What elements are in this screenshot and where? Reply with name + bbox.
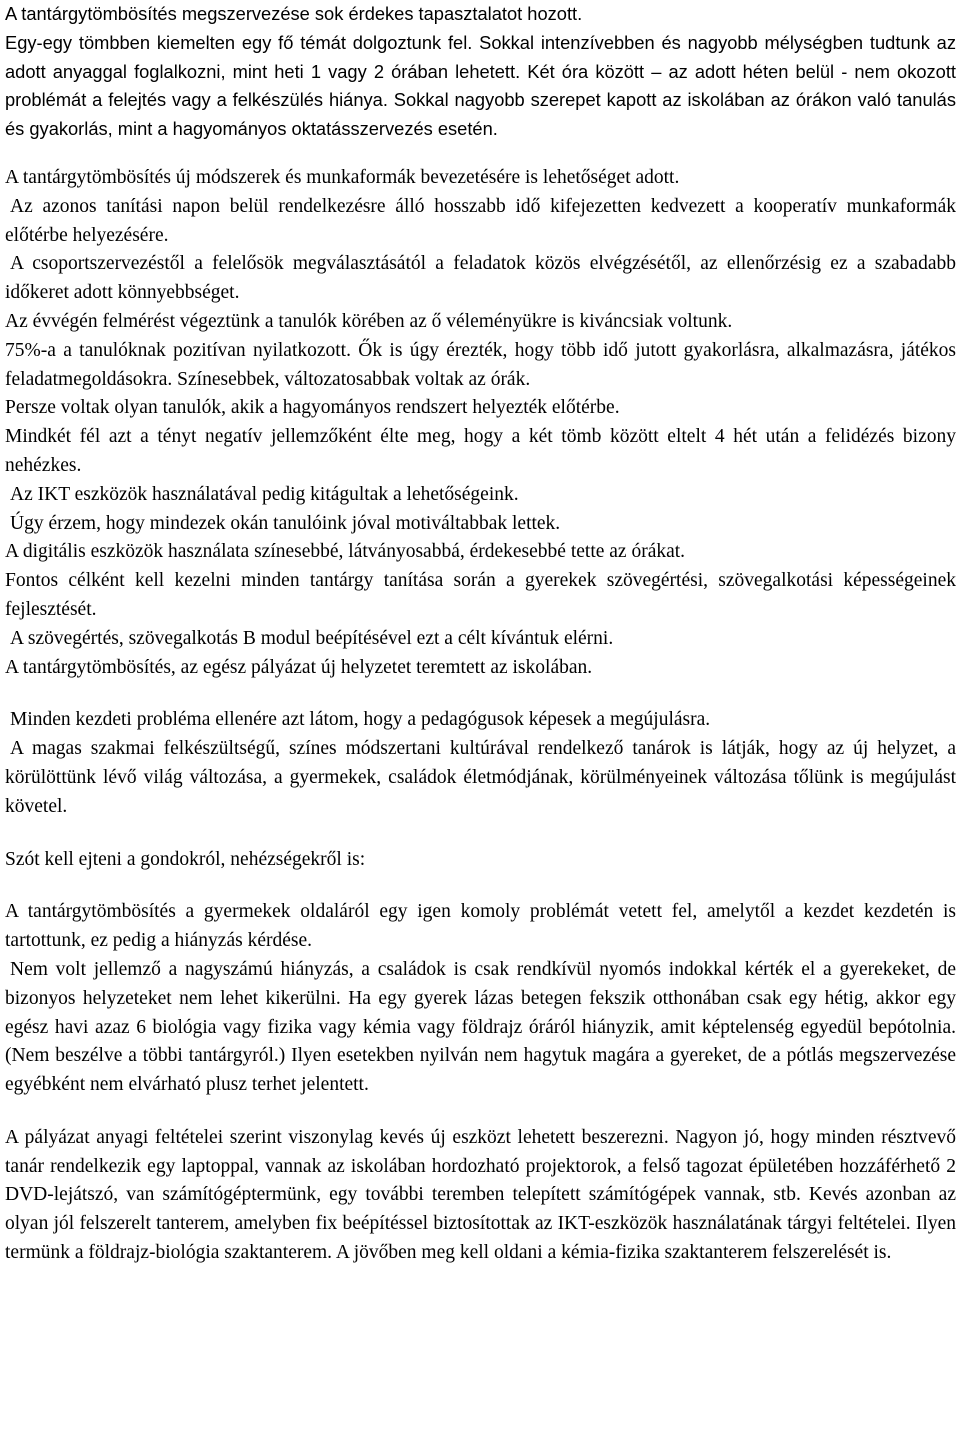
spacer <box>5 822 956 846</box>
paragraph: A tantárgytömbösítés, az egész pályázat új helyzetet teremtett az iskolában. <box>5 656 593 678</box>
paragraph: 75%-a a tanulóknak pozitívan nyilatkozott. Ők is úgy érezték, hogy több idő jutott gyakorlásra, alkalmazásra, játékos feladatmegoldásokra. Színesebbek, változatosabbak voltak az órák. <box>5 339 956 390</box>
paragraph: Egy-egy tömbben kiemelten egy fő témát dolgoztunk fel. Sokkal intenzívebben és nagyobb mélységben tudtunk az adott anyaggal foglalkozni, mint heti 1 vagy 2 órában lehetett. Két óra között – az adott héten belül - nem okozott problémát a felejtés vagy a felkészülés hiánya. Sokkal nagyobb szerepet kapott az iskolában az órákon való tanulás és gyakorlás, mint a hagyományos oktatásszervezés esetén. <box>5 31 956 140</box>
paragraph: Fontos célként kell kezelni minden tantárgy tanítása során a gyerekek szövegértési, szövegalkotási képességeinek fejlesztését. <box>5 570 956 620</box>
paragraph: A pályázat anyagi feltételei szerint viszonylag kevés új eszközt lehetett beszerezni. Nagyon jó, hogy minden résztvevő tanár rendelkezik egy laptoppal, vannak az iskolában hordozható projektorok, a felső tagozat épületében hozzáférhető 2 DVD-lejátszó, van számítógéptermünk, egy további teremben telepített számítógépek vannak, stb. Kevés azonban az olyan jól felszerelt tanterem, amelyben fix beépítéssel biztosítottak az IKT-eszközök használatának tárgyi feltételei. Ilyen termünk a földrajz-biológia szaktanterem. A jövőben meg kell oldani a kémia-fizika szaktanterem felszerelését is. <box>5 1126 956 1264</box>
paragraph: Mindkét fél azt a tényt negatív jellemzőként élte meg, hogy a két tömb között eltelt 4 hét után a felidézés bizony nehézkes. <box>5 426 956 476</box>
renewal-section <box>5 706 956 821</box>
paragraph: A tantárgytömbösítés megszervezése sok érdekes tapasztalatot hozott. <box>5 3 583 24</box>
paragraph: Az évvégén felmérést végeztünk a tanulók körében az ő véleményükre is kiváncsiak voltunk. <box>5 310 733 332</box>
paragraph: A szövegértés, szövegalkotás B modul beépítésével ezt a célt kívántuk elérni. <box>10 627 614 649</box>
intro-section <box>5 0 956 144</box>
paragraph: A csoportszervezéstől a felelősök megválasztásától a feladatok közös elvégzésétől, az ellenőrzésig ez a szabadabb időkeret adott könnyebbséget. <box>5 253 956 304</box>
paragraph: Az azonos tanítási napon belül rendelkezésre álló hosszabb idő kifejezetten kedvezett a kooperatív munkaformák előtérbe helyezésére. <box>5 195 956 246</box>
paragraph: Persze voltak olyan tanulók, akik a hagyományos rendszert helyezték előtérbe. <box>5 397 620 419</box>
spacer <box>5 1100 956 1124</box>
paragraph: Úgy érzem, hogy mindezek okán tanulóink jóval motiváltabbak lettek. <box>10 512 561 534</box>
paragraph: A magas szakmai felkészültségű, színes módszertani kultúrával rendelkező tanárok is látják, hogy az új helyzet, a körülöttünk lévő világ változása, a gyermekek, családok életmódjának, körülményeinek változása tőlünk is megújulást követel. <box>5 738 956 817</box>
paragraph: Minden kezdeti probléma ellenére azt látom, hogy a pedagógusok képesek a megújulásra. <box>10 709 711 731</box>
spacer <box>5 144 956 164</box>
spacer <box>5 874 956 898</box>
equipment-section <box>5 1124 956 1268</box>
methods-section <box>5 164 956 682</box>
absence-section <box>5 898 956 1100</box>
paragraph: A digitális eszközök használata színesebbé, látványosabbá, érdekesebbé tette az órákat. <box>5 541 686 563</box>
section-heading: Szót kell ejteni a gondokról, nehézségekről is: <box>5 848 366 870</box>
paragraph: Nem volt jellemző a nagyszámú hiányzás, a családok is csak rendkívül nyomós indokkal kérték el a gyerekeket, de bizonyos helyzeteket nem lehet kikerülni. Ha egy gyerek lázas betegen fekszik otthonában csak egy hétig, akkor egy egész havi azaz 6 biológia vagy fizika vagy kémia vagy földrajz óráról hiányzik, amit képtelenség egyedül bepótolnia. (Nem beszélve a többi tantárgyról.) Ilyen esetekben nyilván nem hagytuk magára a gyereket, de a pótlás megszervezése egyébként nem elvárható plusz terhet jelentett. <box>5 958 956 1096</box>
spacer <box>5 682 956 706</box>
problems-heading-section <box>5 846 956 875</box>
paragraph: A tantárgytömbösítés új módszerek és munkaformák bevezetésére is lehetőséget adott. <box>5 166 680 188</box>
paragraph: A tantárgytömbösítés a gyermekek oldaláról egy igen komoly problémát vetett fel, amelytől a kezdet kezdetén is tartottunk, ez pedig a hiányzás kérdése. <box>5 901 956 952</box>
paragraph: Az IKT eszközök használatával pedig kitágultak a lehetőségeink. <box>10 483 519 505</box>
